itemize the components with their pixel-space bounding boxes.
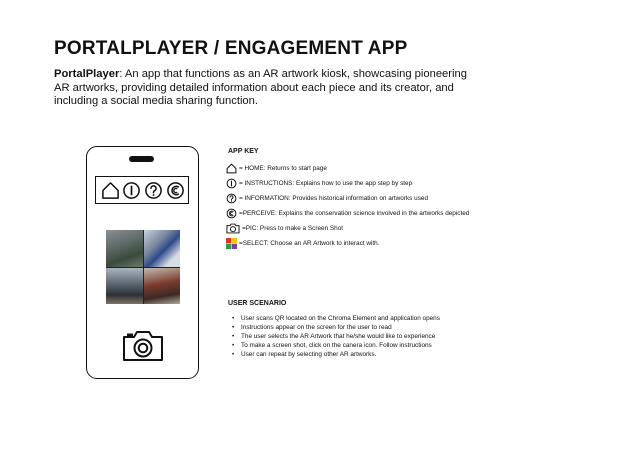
- instructions-icon[interactable]: [122, 181, 141, 200]
- user-scenario-list: [232, 315, 440, 360]
- app-description: : An app that functions as an AR artwork kiosk, showcasing pioneering AR artworks, providing detailed information about each piece and its creator, and including a social media sharing function.: [54, 68, 467, 108]
- app-key-text: = INSTRUCTIONS: Explains how to use the app step by step: [239, 180, 413, 187]
- phone-mockup: [86, 146, 199, 379]
- artwork-grid: [106, 230, 180, 304]
- intro-paragraph: [54, 68, 474, 109]
- home-icon[interactable]: [101, 181, 120, 200]
- user-scenario-heading: USER SCENARIO: [228, 300, 287, 307]
- artwork-thumbnail[interactable]: [144, 230, 181, 267]
- app-name: PortalPlayer: [54, 68, 120, 80]
- list-item: • To make a screen shot, click on the canera icon. Follow instructions: [232, 342, 440, 351]
- camera-icon[interactable]: [121, 329, 165, 363]
- app-key-item-home: [226, 163, 327, 174]
- app-key-text: =SELECT: Choose an AR Artwork to interact with.: [239, 240, 380, 247]
- list-item: • User can repeat by selecting other AR artworks.: [232, 351, 440, 360]
- list-item: • Instructions appear on the screen for the user to read: [232, 324, 440, 333]
- artwork-thumbnail[interactable]: [106, 230, 143, 267]
- home-icon: [226, 163, 237, 174]
- perceive-icon: [226, 208, 237, 219]
- select-swatch-purple: [232, 244, 237, 249]
- app-key-item-instructions: [226, 178, 412, 189]
- select-swatch-red: [226, 238, 231, 243]
- app-key-item-perceive: [226, 208, 469, 219]
- app-key-text: =PERCEIVE: Explains the conservation science involved in the artworks depicted: [239, 210, 470, 217]
- app-key-item-select: [226, 238, 379, 249]
- app-key-text: = INFORMATION: Provides historical information on artworks used: [239, 195, 428, 202]
- app-key-item-information: [226, 193, 428, 204]
- app-key-heading: APP KEY: [228, 148, 259, 155]
- select-swatch-green: [226, 244, 231, 249]
- camera-icon: [226, 223, 240, 234]
- information-icon[interactable]: [144, 181, 163, 200]
- select-grid-icon: [226, 238, 237, 249]
- page-title: PORTALPLAYER / ENGAGEMENT APP: [54, 38, 408, 59]
- select-swatch-yellow: [232, 238, 237, 243]
- list-item: • User scans QR located on the Chroma Element and application opens: [232, 315, 440, 324]
- perceive-icon[interactable]: [166, 181, 185, 200]
- artwork-thumbnail[interactable]: [144, 268, 181, 305]
- instructions-icon: [226, 178, 237, 189]
- app-key-item-pic: [226, 223, 343, 234]
- phone-speaker: [129, 156, 154, 162]
- phone-icon-bar: [95, 176, 189, 204]
- list-item: • The user selects the AR Artwork that he/she would like to experience: [232, 333, 440, 342]
- app-key-text: = HOME: Returns to start page: [239, 165, 327, 172]
- artwork-thumbnail[interactable]: [106, 268, 143, 305]
- information-icon: [226, 193, 237, 204]
- app-key-text: =PIC: Press to make a Screen Shot: [242, 225, 344, 232]
